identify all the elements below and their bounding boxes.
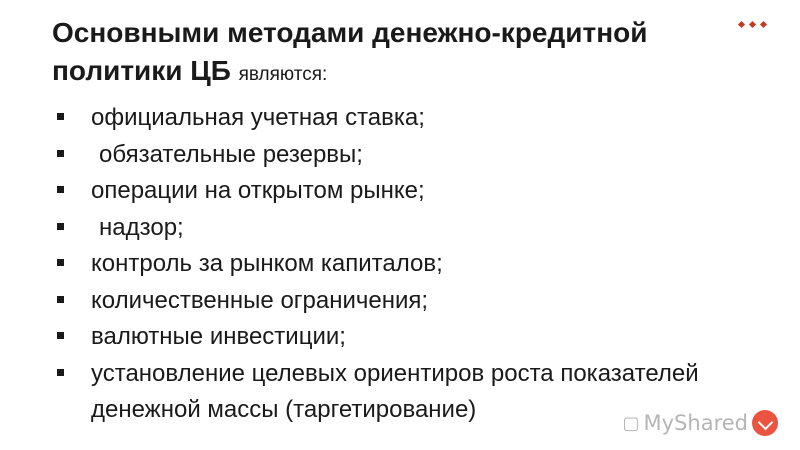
- list-item: [55, 246, 755, 283]
- methods-list: [55, 100, 755, 429]
- slide-title: [52, 14, 732, 94]
- myshared-logo-icon: [752, 410, 778, 436]
- list-item: [55, 283, 755, 320]
- square-bullet-icon: [57, 186, 64, 193]
- list-item: [55, 100, 755, 137]
- decorative-diamonds: [739, 22, 766, 27]
- watermark: [623, 410, 779, 436]
- diamond-icon: [738, 21, 745, 28]
- list-item: [55, 173, 755, 210]
- square-bullet-icon: [57, 150, 64, 157]
- list-item-text: надзор;: [99, 213, 184, 241]
- square-bullet-icon: [57, 223, 64, 230]
- list-item-text: официальная учетная ставка;: [91, 104, 425, 131]
- diamond-icon: [749, 21, 756, 28]
- list-item: [55, 210, 755, 247]
- list-item-text: обязательные резервы;: [99, 140, 363, 168]
- list-item-text: установление целевых ориентиров роста показателей денежной массы (таргетирование): [91, 359, 699, 423]
- list-item-text: контроль за рынком капиталов;: [91, 250, 443, 277]
- watermark-text: MyShared: [643, 411, 748, 435]
- share-icon: ▢: [622, 412, 640, 434]
- title-suffix-text: являются:: [238, 64, 328, 85]
- square-bullet-icon: [57, 113, 64, 120]
- list-item-text: валютные инвестиции;: [91, 323, 346, 350]
- diamond-icon: [760, 21, 767, 28]
- list-item: [55, 319, 755, 356]
- list-item-text: операции на открытом рынке;: [91, 177, 425, 204]
- list-item: [55, 137, 755, 174]
- square-bullet-icon: [57, 332, 64, 339]
- square-bullet-icon: [57, 369, 64, 376]
- title-bold-text: Основными методами денежно-кредитной политики ЦБ: [52, 17, 648, 86]
- square-bullet-icon: [57, 296, 64, 303]
- square-bullet-icon: [57, 259, 64, 266]
- list-item-text: количественные ограничения;: [91, 286, 429, 314]
